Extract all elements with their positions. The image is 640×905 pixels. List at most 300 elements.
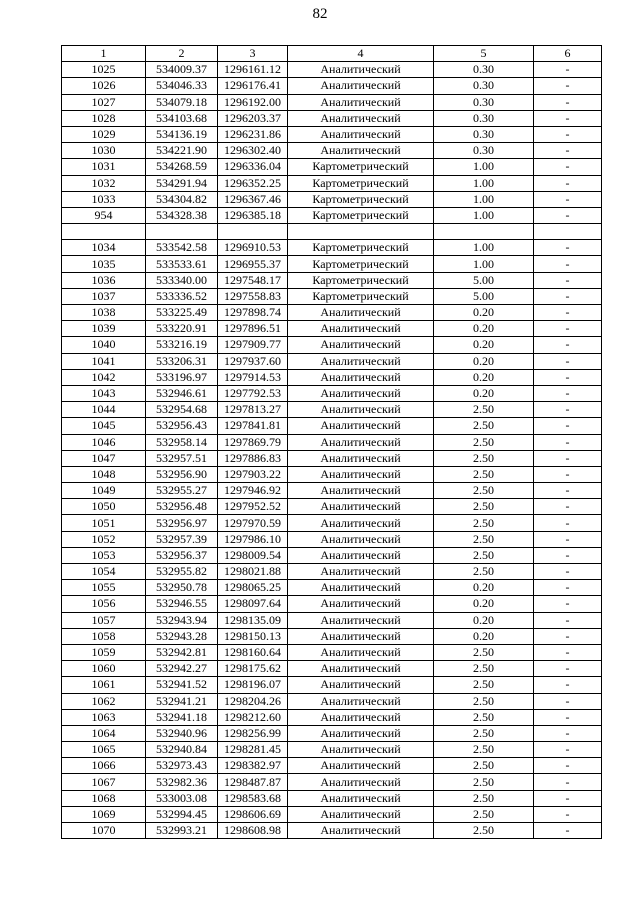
cell-note: - xyxy=(534,466,602,482)
cell-coordinate-y: 1298583.68 xyxy=(218,790,288,806)
table-row xyxy=(62,288,602,304)
cell-coordinate-y: 1296352.25 xyxy=(218,175,288,191)
cell-coordinate-x: 533225.49 xyxy=(146,305,218,321)
cell-point-number: 1036 xyxy=(62,272,146,288)
cell-method: Аналитический xyxy=(288,353,434,369)
cell-coordinate-x: 534136.19 xyxy=(146,126,218,142)
cell-note: - xyxy=(534,256,602,272)
cell-point-number: 1069 xyxy=(62,806,146,822)
cell-note: - xyxy=(534,693,602,709)
table-row xyxy=(62,402,602,418)
cell-coordinate-y: 1297909.77 xyxy=(218,337,288,353)
column-header: 3 xyxy=(218,46,288,62)
cell-accuracy: 0.20 xyxy=(434,385,534,401)
column-header: 5 xyxy=(434,46,534,62)
cell-method: Аналитический xyxy=(288,742,434,758)
cell-point-number: 1027 xyxy=(62,94,146,110)
cell-accuracy: 2.50 xyxy=(434,547,534,563)
cell-coordinate-y: 1298606.69 xyxy=(218,806,288,822)
cell-method: Аналитический xyxy=(288,628,434,644)
cell-note: - xyxy=(534,790,602,806)
cell-accuracy: 0.20 xyxy=(434,580,534,596)
cell-point-number: 1066 xyxy=(62,758,146,774)
cell-note: - xyxy=(534,823,602,839)
cell-coordinate-x: 532942.81 xyxy=(146,644,218,660)
cell-coordinate-x: 532957.39 xyxy=(146,531,218,547)
cell-coordinate-y: 1298256.99 xyxy=(218,725,288,741)
cell-method: Аналитический xyxy=(288,531,434,547)
cell-point-number: 1050 xyxy=(62,499,146,515)
cell-point-number: 1045 xyxy=(62,418,146,434)
cell-note: - xyxy=(534,207,602,223)
cell-coordinate-x: 533336.52 xyxy=(146,288,218,304)
cell-coordinate-x: 532950.78 xyxy=(146,580,218,596)
cell-coordinate-y xyxy=(218,224,288,240)
cell-point-number: 1031 xyxy=(62,159,146,175)
cell-coordinate-y: 1297792.53 xyxy=(218,385,288,401)
cell-method: Аналитический xyxy=(288,321,434,337)
cell-coordinate-x: 532956.43 xyxy=(146,418,218,434)
cell-method: Картометрический xyxy=(288,159,434,175)
cell-accuracy: 0.20 xyxy=(434,369,534,385)
cell-coordinate-x: 533340.00 xyxy=(146,272,218,288)
table-row xyxy=(62,126,602,142)
cell-coordinate-y: 1298608.98 xyxy=(218,823,288,839)
table-row xyxy=(62,224,602,240)
cell-coordinate-x: 534046.33 xyxy=(146,78,218,94)
cell-accuracy: 0.20 xyxy=(434,337,534,353)
cell-point-number: 1043 xyxy=(62,385,146,401)
cell-accuracy: 2.50 xyxy=(434,564,534,580)
table-row xyxy=(62,143,602,159)
cell-note: - xyxy=(534,385,602,401)
cell-coordinate-y: 1296203.37 xyxy=(218,110,288,126)
table-row xyxy=(62,369,602,385)
cell-note: - xyxy=(534,725,602,741)
cell-accuracy: 2.50 xyxy=(434,758,534,774)
cell-method: Аналитический xyxy=(288,110,434,126)
cell-coordinate-x: 532946.55 xyxy=(146,596,218,612)
cell-accuracy: 0.30 xyxy=(434,62,534,78)
table-row xyxy=(62,450,602,466)
cell-note: - xyxy=(534,758,602,774)
cell-coordinate-y: 1296231.86 xyxy=(218,126,288,142)
cell-accuracy: 1.00 xyxy=(434,159,534,175)
cell-note: - xyxy=(534,175,602,191)
cell-coordinate-y: 1296192.00 xyxy=(218,94,288,110)
cell-accuracy: 2.50 xyxy=(434,531,534,547)
cell-accuracy: 1.00 xyxy=(434,207,534,223)
cell-coordinate-x: 532943.94 xyxy=(146,612,218,628)
cell-point-number: 1025 xyxy=(62,62,146,78)
cell-coordinate-x: 532993.21 xyxy=(146,823,218,839)
cell-method: Аналитический xyxy=(288,725,434,741)
cell-coordinate-x: 534079.18 xyxy=(146,94,218,110)
cell-coordinate-x: 533542.58 xyxy=(146,240,218,256)
cell-note: - xyxy=(534,288,602,304)
cell-accuracy: 2.50 xyxy=(434,677,534,693)
cell-accuracy: 0.30 xyxy=(434,78,534,94)
cell-coordinate-x: 532940.84 xyxy=(146,742,218,758)
table-row xyxy=(62,547,602,563)
cell-point-number: 1062 xyxy=(62,693,146,709)
cell-note: - xyxy=(534,774,602,790)
cell-coordinate-x: 532941.21 xyxy=(146,693,218,709)
column-header: 1 xyxy=(62,46,146,62)
cell-accuracy: 2.50 xyxy=(434,644,534,660)
cell-accuracy: 2.50 xyxy=(434,418,534,434)
cell-coordinate-y: 1298021.88 xyxy=(218,564,288,580)
cell-coordinate-y: 1297813.27 xyxy=(218,402,288,418)
cell-coordinate-y: 1298487.87 xyxy=(218,774,288,790)
cell-accuracy: 2.50 xyxy=(434,466,534,482)
cell-point-number: 1041 xyxy=(62,353,146,369)
cell-coordinate-x: 532941.52 xyxy=(146,677,218,693)
cell-coordinate-y: 1297937.60 xyxy=(218,353,288,369)
cell-coordinate-x: 533206.31 xyxy=(146,353,218,369)
table-row xyxy=(62,305,602,321)
cell-coordinate-x: 532955.27 xyxy=(146,483,218,499)
cell-note: - xyxy=(534,483,602,499)
cell-point-number: 1026 xyxy=(62,78,146,94)
cell-coordinate-x: 534268.59 xyxy=(146,159,218,175)
cell-point-number: 1044 xyxy=(62,402,146,418)
cell-point-number: 1070 xyxy=(62,823,146,839)
table-body xyxy=(62,62,602,839)
cell-method: Картометрический xyxy=(288,207,434,223)
cell-coordinate-y: 1296367.46 xyxy=(218,191,288,207)
table-row xyxy=(62,564,602,580)
table-row xyxy=(62,272,602,288)
cell-method: Аналитический xyxy=(288,402,434,418)
cell-coordinate-x: 534304.82 xyxy=(146,191,218,207)
cell-note: - xyxy=(534,110,602,126)
column-header: 2 xyxy=(146,46,218,62)
cell-note: - xyxy=(534,305,602,321)
cell-method: Аналитический xyxy=(288,305,434,321)
cell-coordinate-x: 532943.28 xyxy=(146,628,218,644)
table-row xyxy=(62,725,602,741)
cell-point-number: 1060 xyxy=(62,661,146,677)
table-row xyxy=(62,110,602,126)
table-row xyxy=(62,644,602,660)
cell-method: Аналитический xyxy=(288,126,434,142)
table-row xyxy=(62,580,602,596)
cell-method: Аналитический xyxy=(288,499,434,515)
cell-method: Аналитический xyxy=(288,564,434,580)
cell-coordinate-y: 1296385.18 xyxy=(218,207,288,223)
cell-coordinate-x: 534009.37 xyxy=(146,62,218,78)
cell-coordinate-x: 532957.51 xyxy=(146,450,218,466)
cell-method: Аналитический xyxy=(288,94,434,110)
cell-note xyxy=(534,224,602,240)
cell-point-number: 1056 xyxy=(62,596,146,612)
table-row xyxy=(62,321,602,337)
cell-coordinate-x: 532956.48 xyxy=(146,499,218,515)
cell-accuracy: 5.00 xyxy=(434,272,534,288)
cell-accuracy: 0.30 xyxy=(434,110,534,126)
cell-accuracy: 1.00 xyxy=(434,256,534,272)
cell-coordinate-x: 533196.97 xyxy=(146,369,218,385)
cell-point-number: 1064 xyxy=(62,725,146,741)
cell-method: Аналитический xyxy=(288,78,434,94)
cell-coordinate-y: 1298009.54 xyxy=(218,547,288,563)
cell-accuracy: 2.50 xyxy=(434,823,534,839)
table-row xyxy=(62,62,602,78)
cell-coordinate-y: 1297986.10 xyxy=(218,531,288,547)
cell-coordinate-y: 1298097.64 xyxy=(218,596,288,612)
table-row xyxy=(62,612,602,628)
cell-accuracy: 0.20 xyxy=(434,321,534,337)
table-row xyxy=(62,240,602,256)
cell-coordinate-y: 1296910.53 xyxy=(218,240,288,256)
cell-point-number: 1049 xyxy=(62,483,146,499)
cell-method: Аналитический xyxy=(288,143,434,159)
cell-accuracy: 2.50 xyxy=(434,483,534,499)
cell-point-number: 954 xyxy=(62,207,146,223)
cell-coordinate-x: 533003.08 xyxy=(146,790,218,806)
cell-coordinate-x: 534221.90 xyxy=(146,143,218,159)
cell-accuracy: 2.50 xyxy=(434,402,534,418)
table-row xyxy=(62,628,602,644)
coordinates-table xyxy=(61,45,602,839)
cell-coordinate-x: 532954.68 xyxy=(146,402,218,418)
cell-accuracy: 1.00 xyxy=(434,191,534,207)
cell-coordinate-y: 1298135.09 xyxy=(218,612,288,628)
cell-note: - xyxy=(534,369,602,385)
cell-coordinate-y: 1298065.25 xyxy=(218,580,288,596)
cell-method: Аналитический xyxy=(288,369,434,385)
cell-method: Аналитический xyxy=(288,758,434,774)
cell-coordinate-y: 1296955.37 xyxy=(218,256,288,272)
table-row xyxy=(62,256,602,272)
table-row xyxy=(62,466,602,482)
cell-method: Аналитический xyxy=(288,677,434,693)
cell-coordinate-y: 1297914.53 xyxy=(218,369,288,385)
cell-note: - xyxy=(534,353,602,369)
cell-coordinate-x: 532940.96 xyxy=(146,725,218,741)
cell-point-number: 1035 xyxy=(62,256,146,272)
table-row xyxy=(62,175,602,191)
cell-coordinate-y: 1298212.60 xyxy=(218,709,288,725)
cell-coordinate-y: 1297548.17 xyxy=(218,272,288,288)
table-row xyxy=(62,758,602,774)
table-row xyxy=(62,790,602,806)
cell-method: Аналитический xyxy=(288,774,434,790)
cell-method: Аналитический xyxy=(288,580,434,596)
cell-method: Аналитический xyxy=(288,337,434,353)
cell-coordinate-y: 1296302.40 xyxy=(218,143,288,159)
cell-method: Аналитический xyxy=(288,62,434,78)
cell-point-number: 1068 xyxy=(62,790,146,806)
table-row xyxy=(62,159,602,175)
cell-point-number: 1067 xyxy=(62,774,146,790)
cell-accuracy: 0.30 xyxy=(434,143,534,159)
cell-point-number: 1057 xyxy=(62,612,146,628)
column-header: 4 xyxy=(288,46,434,62)
cell-point-number: 1032 xyxy=(62,175,146,191)
cell-accuracy: 0.30 xyxy=(434,126,534,142)
cell-coordinate-x: 534103.68 xyxy=(146,110,218,126)
cell-coordinate-x: 532956.97 xyxy=(146,515,218,531)
cell-point-number: 1030 xyxy=(62,143,146,159)
cell-method: Аналитический xyxy=(288,596,434,612)
cell-method: Картометрический xyxy=(288,240,434,256)
cell-accuracy: 2.50 xyxy=(434,742,534,758)
cell-accuracy: 2.50 xyxy=(434,806,534,822)
cell-coordinate-x: 532973.43 xyxy=(146,758,218,774)
cell-method xyxy=(288,224,434,240)
cell-coordinate-x: 534291.94 xyxy=(146,175,218,191)
cell-note: - xyxy=(534,272,602,288)
cell-point-number: 1028 xyxy=(62,110,146,126)
cell-point-number: 1042 xyxy=(62,369,146,385)
cell-coordinate-y: 1298175.62 xyxy=(218,661,288,677)
cell-coordinate-x: 533533.61 xyxy=(146,256,218,272)
cell-point-number: 1039 xyxy=(62,321,146,337)
cell-coordinate-x: 532942.27 xyxy=(146,661,218,677)
cell-method: Аналитический xyxy=(288,547,434,563)
cell-method: Аналитический xyxy=(288,385,434,401)
table-row xyxy=(62,677,602,693)
cell-accuracy: 0.20 xyxy=(434,305,534,321)
cell-accuracy: 2.50 xyxy=(434,693,534,709)
cell-accuracy: 1.00 xyxy=(434,175,534,191)
cell-accuracy xyxy=(434,224,534,240)
cell-coordinate-y: 1297952.52 xyxy=(218,499,288,515)
cell-coordinate-x: 532994.45 xyxy=(146,806,218,822)
cell-point-number: 1055 xyxy=(62,580,146,596)
cell-note: - xyxy=(534,94,602,110)
cell-point-number: 1054 xyxy=(62,564,146,580)
cell-accuracy: 2.50 xyxy=(434,790,534,806)
cell-coordinate-x: 534328.38 xyxy=(146,207,218,223)
cell-method: Картометрический xyxy=(288,191,434,207)
cell-note: - xyxy=(534,612,602,628)
cell-point-number: 1037 xyxy=(62,288,146,304)
cell-method: Аналитический xyxy=(288,483,434,499)
cell-note: - xyxy=(534,709,602,725)
cell-point-number: 1058 xyxy=(62,628,146,644)
cell-method: Аналитический xyxy=(288,450,434,466)
cell-coordinate-y: 1297970.59 xyxy=(218,515,288,531)
cell-method: Аналитический xyxy=(288,693,434,709)
cell-method: Картометрический xyxy=(288,256,434,272)
cell-method: Аналитический xyxy=(288,823,434,839)
page-number: 82 xyxy=(312,6,328,22)
cell-method: Аналитический xyxy=(288,434,434,450)
cell-method: Аналитический xyxy=(288,418,434,434)
cell-coordinate-y: 1296161.12 xyxy=(218,62,288,78)
cell-accuracy: 0.20 xyxy=(434,596,534,612)
cell-accuracy: 2.50 xyxy=(434,515,534,531)
cell-accuracy: 2.50 xyxy=(434,709,534,725)
cell-note: - xyxy=(534,434,602,450)
cell-point-number: 1063 xyxy=(62,709,146,725)
cell-point-number: 1029 xyxy=(62,126,146,142)
cell-point-number: 1038 xyxy=(62,305,146,321)
cell-note: - xyxy=(534,628,602,644)
cell-note: - xyxy=(534,450,602,466)
cell-note: - xyxy=(534,499,602,515)
cell-method: Аналитический xyxy=(288,661,434,677)
cell-note: - xyxy=(534,564,602,580)
cell-coordinate-y: 1297869.79 xyxy=(218,434,288,450)
cell-coordinate-y: 1298196.07 xyxy=(218,677,288,693)
cell-note: - xyxy=(534,742,602,758)
table-row xyxy=(62,596,602,612)
cell-point-number: 1034 xyxy=(62,240,146,256)
table-row xyxy=(62,742,602,758)
table-row xyxy=(62,499,602,515)
column-header: 6 xyxy=(534,46,602,62)
cell-method: Аналитический xyxy=(288,515,434,531)
cell-note: - xyxy=(534,661,602,677)
cell-accuracy: 2.50 xyxy=(434,450,534,466)
cell-coordinate-x: 533220.91 xyxy=(146,321,218,337)
table-row xyxy=(62,806,602,822)
cell-note: - xyxy=(534,240,602,256)
cell-point-number: 1052 xyxy=(62,531,146,547)
table-row xyxy=(62,78,602,94)
table-row xyxy=(62,483,602,499)
cell-method: Аналитический xyxy=(288,790,434,806)
cell-coordinate-y: 1297558.83 xyxy=(218,288,288,304)
table-row xyxy=(62,774,602,790)
cell-point-number: 1047 xyxy=(62,450,146,466)
cell-coordinate-x: 532956.90 xyxy=(146,466,218,482)
cell-method: Аналитический xyxy=(288,709,434,725)
cell-note: - xyxy=(534,126,602,142)
cell-point-number: 1059 xyxy=(62,644,146,660)
cell-point-number: 1048 xyxy=(62,466,146,482)
cell-note: - xyxy=(534,515,602,531)
cell-accuracy: 5.00 xyxy=(434,288,534,304)
cell-note: - xyxy=(534,337,602,353)
cell-coordinate-x: 532955.82 xyxy=(146,564,218,580)
cell-coordinate-y: 1298281.45 xyxy=(218,742,288,758)
cell-coordinate-y: 1297903.22 xyxy=(218,466,288,482)
cell-accuracy: 2.50 xyxy=(434,725,534,741)
cell-note: - xyxy=(534,596,602,612)
cell-coordinate-x: 532946.61 xyxy=(146,385,218,401)
cell-note: - xyxy=(534,580,602,596)
table-row xyxy=(62,693,602,709)
cell-note: - xyxy=(534,402,602,418)
cell-note: - xyxy=(534,143,602,159)
cell-point-number: 1040 xyxy=(62,337,146,353)
cell-method: Аналитический xyxy=(288,806,434,822)
cell-point-number: 1051 xyxy=(62,515,146,531)
cell-point-number: 1053 xyxy=(62,547,146,563)
cell-accuracy: 1.00 xyxy=(434,240,534,256)
cell-accuracy: 0.20 xyxy=(434,628,534,644)
cell-accuracy: 0.20 xyxy=(434,353,534,369)
cell-note: - xyxy=(534,321,602,337)
cell-coordinate-y: 1298204.26 xyxy=(218,693,288,709)
table-row xyxy=(62,337,602,353)
table-row xyxy=(62,823,602,839)
cell-coordinate-x: 532956.37 xyxy=(146,547,218,563)
table-row xyxy=(62,94,602,110)
table-row xyxy=(62,709,602,725)
table-row xyxy=(62,531,602,547)
cell-point-number: 1046 xyxy=(62,434,146,450)
cell-coordinate-y: 1297886.83 xyxy=(218,450,288,466)
cell-point-number xyxy=(62,224,146,240)
cell-coordinate-y: 1296176.41 xyxy=(218,78,288,94)
cell-method: Аналитический xyxy=(288,612,434,628)
